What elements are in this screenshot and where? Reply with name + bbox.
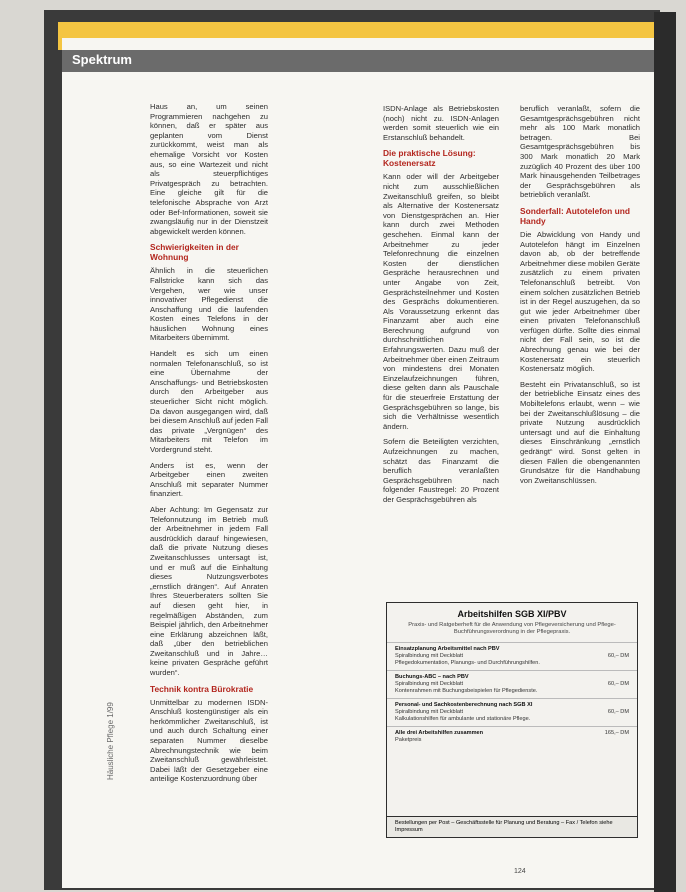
ad-item bbox=[387, 726, 637, 747]
ad-item-desc: Kalkulationshilfen für ambulante und stationäre Pflege. bbox=[395, 716, 531, 722]
ad-item-price: 165,– DM bbox=[604, 730, 629, 736]
advertisement-box bbox=[386, 602, 638, 838]
paragraph: beruflich veranlaßt, sofern die Gesamtgesprächsgebühren nicht mehr als 100 Mark monatlich betragen. Bei Gesamtgesprächsgebühren bis 300 Mark monatlich 20 Mark zuzüglich 40 Prozent des über 100 Mark hinausgehenden Teilbetrages der Gesprächsgebühren als betrieblich veranlaßt. bbox=[520, 104, 640, 200]
scan-right-edge bbox=[654, 12, 676, 892]
paragraph: Kann oder will der Arbeitgeber nicht zum ausschließlichen Zweitanschluß greifen, so bleibt als Alternative der Kostenersatz von Dienstgesprächen an. Hier kann durch zwei Methoden geschehen. Einmal kann der Arbeitnehmer zu jeder Telefonrechnung die einzelnen Kosten der dienstlichen Gespräche herausrechnen und unter Angabe von Zeit, Gesprächsteilnehmer und Kosten des Gesprächs dokumentieren. Als Voraussetzung erkennt das Finanzamt aber auch eine Berechnung aufgrund von durchschnittlichen Erfahrungswerten. Dazu muß der Arbeitnehmer über einen Zeitraum von mindestens drei Monaten Einzelaufzeichnungen führen, diese gelten dann als Pauschale für die steuerfreie Erstattung der Gesprächsgebühren so lange, bis sich die Verhältnisse wesentlich ändern. bbox=[383, 172, 499, 431]
ad-footer: Bestellungen per Post – Geschäftsstelle für Planung und Beratung – Fax / Telefon siehe Impressum bbox=[387, 816, 637, 837]
ad-item-price: 60,– DM bbox=[607, 653, 629, 659]
subheading: Technik kontra Bürokratie bbox=[150, 683, 254, 694]
ad-item-price: 60,– DM bbox=[607, 709, 629, 715]
section-title: Spektrum bbox=[72, 52, 132, 67]
ad-item bbox=[387, 642, 637, 670]
page-number: 124 bbox=[514, 868, 526, 875]
article-column-2 bbox=[383, 104, 499, 511]
ad-subtitle: Praxis- und Ratgeberheft für die Anwendung von Pflegeversicherung und Pflege-Buchführungsverordnung in der Pflegepraxis. bbox=[408, 622, 616, 635]
subheading: Sonderfall: Autotelefon und Handy bbox=[520, 205, 630, 226]
paragraph: Aber Achtung: Im Gegensatz zur Telefonnutzung im Betrieb muß der Arbeitnehmer in jedem Fall ausdrücklich darauf hingewiesen, daß die private Nutzung dieses Zweitanschlusses untersagt ist, und er muß auf die Einhaltung dieses Nutzungsverbotes „ernstlich drängen“. Auf Anraten Ihres Steuerberaters sollten Sie auf diesen geht hier, in regelmäßigen Abständen, zum Beispiel jährlich, den Arbeitnehmer eine Erklärung abzeichnen läßt, daß „über den betrieblichen Zweitanschluß und in Jahre… keine privaten Gespräche geführt wurden“. bbox=[150, 504, 268, 678]
article-column-3 bbox=[520, 104, 640, 491]
ad-item bbox=[387, 670, 637, 698]
paragraph: Besteht ein Privatanschluß, so ist der betriebliche Einsatz eines des Mobiltelefons erlaubt, wenn – wie bei der Zweitanschlußlösung – die private Nutzung ausdrücklich untersagt und auf die Einhaltung dieses Einschränkung „ernstlich gedrängt“ wird. Sonst gelten in diesen Fällen die obengenannten Grundsätze für die Handhabung von Zweitanschlüssen. bbox=[520, 379, 640, 485]
ad-item-title: Einsatzplanung Arbeitsmittel nach PBV bbox=[395, 646, 500, 652]
paragraph: Sofern die Beteiligten verzichten, Aufzeichnungen zu machen, schätzt das Finanzamt die beruflich veranlaßten Gesprächsgebühren nach folgender Faustregel: 20 Prozent der Gesprächsgebühren als bbox=[383, 437, 499, 504]
ad-item-line: Spiralbindung mit Deckblatt bbox=[395, 681, 464, 687]
paragraph: Haus an, um seinen Programmieren nachgehen zu können, daß er später aus geplanten vom Dienst zurückkommt, weist man als ehemalige Vorsicht vor Kosten aus, so eine Wartezeit und nicht als steuerpflichtiges Privatgespräch zu betrachten. Eine gleiche gilt für die telefonische Absprache von Arzt oder Bef-Informationen, soweit sie zwangsläufig nur in der Dienstzeit abgewickelt werden können. bbox=[150, 102, 268, 236]
side-label: Häusliche Pflege 1/99 bbox=[106, 702, 115, 780]
paragraph: ISDN-Anlage als Betriebskosten (noch) nicht zu. ISDN-Anlagen werden somit steuerlich wie ein Erstanschluß behandelt. bbox=[383, 104, 499, 142]
paragraph: Ähnlich in die steuerlichen Fallstricke kann sich das Vergehen, wer wie unser innovativer Pflegedienst die Anschaffung und die laufenden Kosten eines Telefons in der häuslichen Wohnung eines Mitarbeiters übernimmt. bbox=[150, 266, 268, 343]
ad-item-line: Paketpreis bbox=[395, 737, 422, 743]
subheading: Die praktische Lösung: Kostenersatz bbox=[383, 148, 476, 169]
ad-item bbox=[387, 698, 637, 726]
ad-item-desc: Pflegedokumentation, Planungs- und Durchführungshilfen. bbox=[395, 660, 540, 666]
header-bar bbox=[62, 50, 654, 72]
ad-title: Arbeitshilfen SGB XI/PBV bbox=[457, 609, 567, 619]
ad-item-title: Buchungs-ABC – nach PBV bbox=[395, 674, 469, 680]
paragraph: Anders ist es, wenn der Arbeitgeber einen zweiten Anschluß mit separater Nummer finanziert. bbox=[150, 460, 268, 499]
subheading: Schwierigkeiten in der Wohnung bbox=[150, 242, 239, 263]
ad-item-desc: Kontenrahmen mit Buchungsbeispielen für Pflegedienste. bbox=[395, 688, 538, 694]
ad-item-line: Spiralbindung mit Deckblatt bbox=[395, 653, 464, 659]
paragraph: Die Abwicklung von Handy und Autotelefon hängt im Einzelnen davon ab, ob der betreffende Arbeitnehmer diese mobilen Geräte zusätzlich zu einem privaten Telefonanschluß betreibt. Von einem solchen zusätzlichen Betrieb ist in der Regel auszugehen, da so gut wie jeder Arbeitnehmer über einen privaten Telefonanschluß verfügen dürfte. Sollte dies einmal nicht der Fall sein, so ist die Abrechnung genau wie bei der Kostenersatz ein steuerlich Kostenersatz möglich. bbox=[520, 229, 640, 374]
article-column-1 bbox=[150, 102, 268, 790]
ad-item-price: 60,– DM bbox=[607, 681, 629, 687]
ad-item-title: Alle drei Arbeitshilfen zusammen bbox=[395, 730, 484, 736]
paragraph: Handelt es sich um einen normalen Telefonanschluß, so ist eine Übernahme der Anschaffungs- und Betriebskosten durch den Arbeitgeber aus steuerlicher Sicht nicht möglich. Da davon ausgegangen wird, daß bei diesem Anschluß auf jeden Fall das private „Vergnügen“ des Mitarbeiters mit Telefon im Vordergrund steht. bbox=[150, 349, 268, 454]
paragraph: Unmittelbar zu modernen ISDN-Anschluß kostengünstiger als ein herkömmlicher Zweitanschluß, ist und auch durch Schaltung einer separaten Nummer dieselbe Abrechnungstechnik wie beim Zweitanschluß gewährleistet. Dabei läßt der Gesetzgeber eine anteilige Kostenzuordnung über bbox=[150, 697, 268, 784]
ad-item-title: Personal- und Sachkostenberechnung nach SGB XI bbox=[395, 702, 533, 708]
ad-item-line: Spiralbindung mit Deckblatt bbox=[395, 709, 464, 715]
